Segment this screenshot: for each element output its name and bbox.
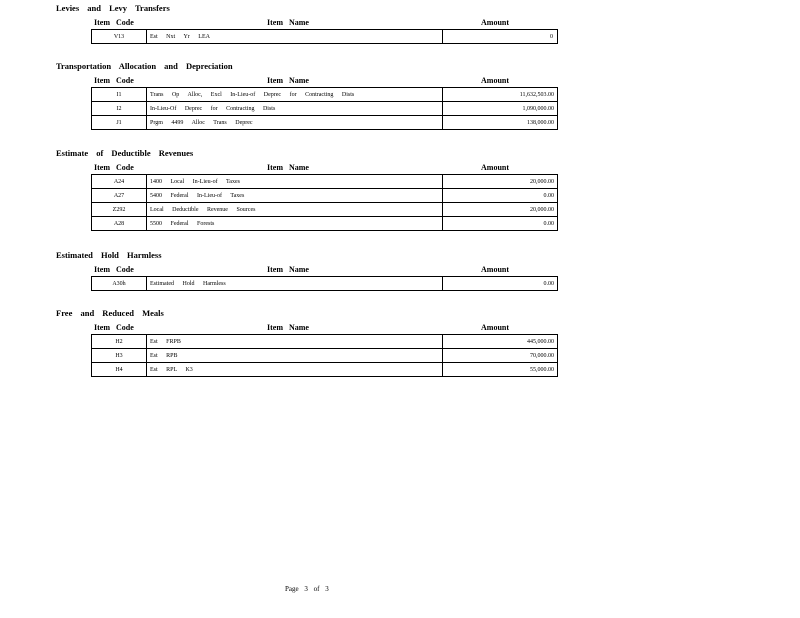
item-amount: 0.00 (443, 189, 558, 203)
header-item-code: Item Code (94, 76, 134, 85)
item-name: Local Deductible Revenue Sources (147, 203, 443, 217)
section-title: Estimated Hold Harmless (56, 250, 162, 260)
items-table (91, 174, 558, 231)
item-amount: 11,632,503.00 (443, 88, 558, 102)
item-code: H2 (92, 335, 147, 349)
header-item-code: Item Code (94, 265, 134, 274)
header-amount: Amount (481, 265, 510, 274)
header-amount: Amount (481, 163, 510, 172)
section-title: Estimate of Deductible Revenues (56, 148, 194, 158)
item-code: A27 (92, 189, 147, 203)
section-title: Levies and Levy Transfers (56, 3, 170, 13)
item-code: A30h (92, 277, 147, 291)
item-amount: 445,000.00 (443, 335, 558, 349)
item-code: H4 (92, 363, 147, 377)
item-amount: 138,000.00 (443, 116, 558, 130)
header-item-code: Item Code (94, 163, 134, 172)
item-amount: 70,000.00 (443, 349, 558, 363)
item-amount: 20,000.00 (443, 203, 558, 217)
items-table (91, 29, 558, 44)
table-row (92, 116, 558, 130)
section-deductible-revenues (0, 148, 800, 238)
item-amount: 20,000.00 (443, 175, 558, 189)
section-levies (0, 3, 800, 48)
section-free-reduced-meals (0, 308, 800, 383)
items-table (91, 87, 558, 130)
item-name: Trans Op Alloc, Excl In-Lieu-of Deprec for Contracting Dists (147, 88, 443, 102)
item-code: A24 (92, 175, 147, 189)
table-row (92, 203, 558, 217)
item-name: 1400 Local In-Lieu-of Taxes (147, 175, 443, 189)
header-item-name: Item Name (267, 18, 309, 27)
item-amount: 0.00 (443, 217, 558, 231)
header-item-code: Item Code (94, 18, 134, 27)
section-title: Free and Reduced Meals (56, 308, 164, 318)
table-row (92, 335, 558, 349)
item-name: In-Lieu-Of Deprec for Contracting Dists (147, 102, 443, 116)
item-code: H3 (92, 349, 147, 363)
header-item-name: Item Name (267, 323, 309, 332)
header-amount: Amount (481, 18, 510, 27)
item-name: 5400 Federal In-Lieu-of Taxes (147, 189, 443, 203)
section-title: Transportation Allocation and Depreciation (56, 61, 233, 71)
item-name: Est FRPB (147, 335, 443, 349)
item-code: A28 (92, 217, 147, 231)
item-code: I1 (92, 88, 147, 102)
header-item-name: Item Name (267, 265, 309, 274)
item-amount: 0 (443, 30, 558, 44)
item-amount: 1,090,000.00 (443, 102, 558, 116)
table-row (92, 349, 558, 363)
table-row (92, 102, 558, 116)
item-amount: 55,000.00 (443, 363, 558, 377)
table-row (92, 189, 558, 203)
item-code: V13 (92, 30, 147, 44)
table-row (92, 363, 558, 377)
page-number: Page 3 of 3 (285, 585, 329, 593)
item-code: J1 (92, 116, 147, 130)
items-table (91, 334, 558, 377)
header-amount: Amount (481, 76, 510, 85)
item-name: Est RPB (147, 349, 443, 363)
table-row (92, 277, 558, 291)
item-name: 5500 Federal Forests (147, 217, 443, 231)
section-hold-harmless (0, 250, 800, 295)
item-code: Z292 (92, 203, 147, 217)
item-name: Estimated Hold Harmless (147, 277, 443, 291)
header-amount: Amount (481, 323, 510, 332)
section-transportation (0, 61, 800, 136)
table-row (92, 88, 558, 102)
table-row (92, 175, 558, 189)
header-item-code: Item Code (94, 323, 134, 332)
item-code: I2 (92, 102, 147, 116)
header-item-name: Item Name (267, 163, 309, 172)
item-name: Est RPL K3 (147, 363, 443, 377)
item-name: Prgm 4499 Alloc Trans Deprec (147, 116, 443, 130)
header-item-name: Item Name (267, 76, 309, 85)
item-name: Est Nxt Yr LEA (147, 30, 443, 44)
table-row (92, 30, 558, 44)
item-amount: 0.00 (443, 277, 558, 291)
items-table (91, 276, 558, 291)
table-row (92, 217, 558, 231)
